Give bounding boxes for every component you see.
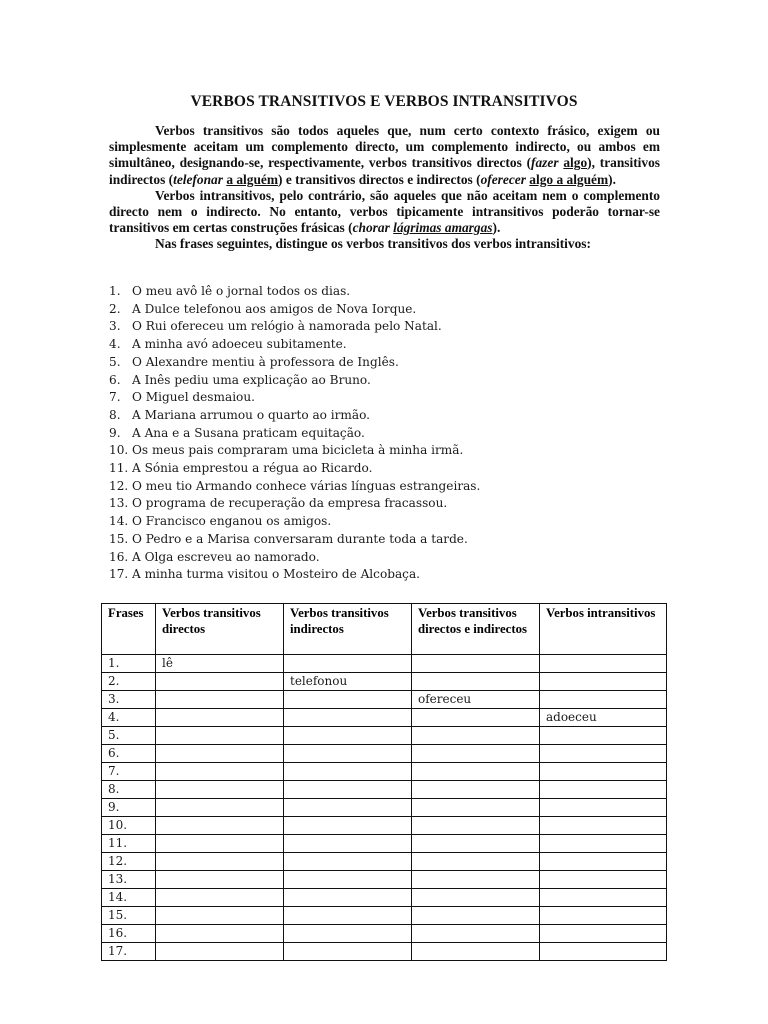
- answer-cell[interactable]: [412, 907, 540, 925]
- sentence-number: 17.: [109, 567, 129, 582]
- sentence-number-cell: 7.: [102, 763, 156, 781]
- sentence-number-cell: 6.: [102, 745, 156, 763]
- answer-cell[interactable]: [284, 691, 412, 709]
- sentence-list: [109, 283, 669, 584]
- answer-cell[interactable]: [540, 907, 667, 925]
- answer-cell[interactable]: [284, 943, 412, 961]
- list-item: [109, 318, 669, 336]
- intro-text-segment: ), transitivos indirectos (: [109, 155, 660, 187]
- answer-cell[interactable]: [284, 727, 412, 745]
- list-item: [109, 460, 669, 478]
- sentence-text: O Alexandre mentiu à professora de Inglês.: [132, 354, 399, 369]
- list-item: [109, 336, 669, 354]
- table-row: [102, 925, 667, 943]
- sentence-text: A Inês pediu uma explicação ao Bruno.: [132, 372, 371, 387]
- sentence-text: O Francisco enganou os amigos.: [132, 514, 332, 529]
- intro-text-segment: ).: [492, 220, 501, 236]
- table-row: [102, 655, 667, 673]
- sentence-number-cell: 12.: [102, 853, 156, 871]
- sentence-number: 13.: [109, 496, 129, 511]
- intro-paragraph-transitive: [109, 123, 660, 188]
- example-verb: chorar: [352, 220, 390, 236]
- answer-cell[interactable]: [412, 763, 540, 781]
- sentence-number: 2.: [109, 301, 121, 316]
- sentence-number: 14.: [109, 514, 129, 529]
- sentence-number: 1.: [109, 284, 121, 298]
- answer-cell[interactable]: [412, 799, 540, 817]
- answer-cell[interactable]: [156, 889, 284, 907]
- answer-cell[interactable]: [412, 727, 540, 745]
- exercise-instruction: Nas frases seguintes, distingue os verbos transitivos dos verbos intransitivos:: [155, 236, 591, 252]
- sentence-text: A minha turma visitou o Mosteiro de Alcobaça.: [132, 567, 421, 582]
- example-complement: a alguém: [226, 171, 279, 187]
- table-row: [102, 727, 667, 745]
- sentence-text: O Miguel desmaiou.: [132, 390, 255, 405]
- answer-cell[interactable]: [284, 853, 412, 871]
- answer-cell[interactable]: [540, 889, 667, 907]
- example-verb: oferecer: [480, 171, 526, 187]
- sentence-number-cell: 15.: [102, 907, 156, 925]
- sentence-text: O Pedro e a Marisa conversaram durante toda a tarde.: [132, 531, 468, 546]
- sentence-number: 9.: [109, 425, 121, 440]
- answer-cell[interactable]: [540, 871, 667, 889]
- list-item: [109, 566, 669, 584]
- sentence-text: O meu tio Armando conhece várias línguas estrangeiras.: [132, 478, 481, 493]
- answer-cell[interactable]: [284, 781, 412, 799]
- answer-cell[interactable]: [412, 817, 540, 835]
- sentence-number-cell: 2.: [102, 673, 156, 691]
- table-row: [102, 673, 667, 691]
- example-complement-text: lágrimas amargas: [393, 220, 493, 236]
- intro-text-segment: Verbos intransitivos, pelo contrário, são aqueles que não aceitam nem o complemento directo nem o indirecto. No entanto, verbos tipicamente intransitivos poderão tornar-se transitivos em certas construções frásicas (: [109, 187, 660, 236]
- intro-text-segment: Verbos transitivos são todos aqueles que, num certo contexto frásico, exigem ou simplesmente aceitam um complemento directo, um complemento indirecto, ou ambos em simultâneo, designando-se, respectivamente, verbos transitivos directos (: [109, 123, 660, 171]
- answer-cell[interactable]: [156, 673, 284, 691]
- answer-cell[interactable]: lê: [156, 655, 284, 673]
- sentence-number: 12.: [109, 478, 129, 493]
- answer-cell[interactable]: [156, 871, 284, 889]
- example-complement: algo: [563, 155, 588, 171]
- sentence-text: A Ana e a Susana praticam equitação.: [132, 425, 365, 440]
- intro-paragraph-intransitive: [109, 188, 660, 237]
- answer-cell[interactable]: [540, 835, 667, 853]
- answer-cell[interactable]: [156, 853, 284, 871]
- sentence-number-cell: 9.: [102, 799, 156, 817]
- answer-cell[interactable]: [284, 799, 412, 817]
- answer-cell[interactable]: [284, 907, 412, 925]
- list-item: [109, 531, 669, 549]
- intro-text-segment: ) e transitivos directos e indirectos (: [278, 171, 481, 187]
- answer-cell[interactable]: [412, 745, 540, 763]
- sentence-number-cell: 5.: [102, 727, 156, 745]
- answer-cell[interactable]: [540, 655, 667, 673]
- answer-cell[interactable]: [284, 871, 412, 889]
- list-item: [109, 495, 669, 513]
- column-header: Verbos transitivos indirectos: [284, 604, 412, 655]
- classification-table: [101, 603, 667, 961]
- answer-cell[interactable]: [412, 853, 540, 871]
- sentence-text: A Dulce telefonou aos amigos de Nova Iorque.: [132, 301, 417, 316]
- answer-cell[interactable]: [540, 781, 667, 799]
- list-item: [109, 478, 669, 496]
- sentence-text: A Olga escreveu ao namorado.: [132, 549, 320, 564]
- table-row: [102, 763, 667, 781]
- page-title: VERBOS TRANSITIVOS E VERBOS INTRANSITIVOS: [190, 93, 578, 110]
- answer-cell[interactable]: [540, 817, 667, 835]
- list-item: [109, 354, 669, 372]
- table-row: [102, 889, 667, 907]
- answer-cell[interactable]: [540, 799, 667, 817]
- list-item: [109, 407, 669, 425]
- sentence-number: 6.: [109, 372, 121, 387]
- sentence-number-cell: 14.: [102, 889, 156, 907]
- answer-cell[interactable]: [156, 763, 284, 781]
- answer-cell[interactable]: [540, 925, 667, 943]
- answer-cell[interactable]: [412, 871, 540, 889]
- sentence-number-cell: 3.: [102, 691, 156, 709]
- answer-cell[interactable]: [412, 709, 540, 727]
- answer-cell[interactable]: [412, 835, 540, 853]
- sentence-number: 7.: [109, 390, 121, 405]
- answer-cell[interactable]: [412, 781, 540, 799]
- sentence-text: A Mariana arrumou o quarto ao irmão.: [132, 407, 371, 422]
- sentence-text: O programa de recuperação da empresa fracassou.: [132, 496, 448, 511]
- sentence-text: O meu avô lê o jornal todos os dias.: [132, 284, 351, 298]
- table-row: [102, 835, 667, 853]
- list-item: [109, 425, 669, 443]
- sentence-text: O Rui ofereceu um relógio à namorada pelo Natal.: [132, 319, 442, 334]
- sentence-number: 15.: [109, 531, 129, 546]
- answer-cell[interactable]: [412, 655, 540, 673]
- answer-cell[interactable]: [156, 943, 284, 961]
- list-item: [109, 389, 669, 407]
- answer-cell[interactable]: [412, 889, 540, 907]
- table-row: [102, 907, 667, 925]
- answer-cell[interactable]: [284, 745, 412, 763]
- answer-cell[interactable]: ofereceu: [412, 691, 540, 709]
- intro-text-segment: ).: [608, 171, 616, 187]
- answer-cell[interactable]: [540, 763, 667, 781]
- example-verb: telefonar: [173, 171, 223, 187]
- table-row: [102, 853, 667, 871]
- sentence-number-cell: 16.: [102, 925, 156, 943]
- sentence-number: 3.: [109, 319, 121, 334]
- list-item: [109, 549, 669, 567]
- answer-cell[interactable]: [156, 709, 284, 727]
- sentence-number-cell: 10.: [102, 817, 156, 835]
- example-complement: algo a alguém: [529, 171, 609, 187]
- table-row: [102, 691, 667, 709]
- sentence-number-cell: 1.: [102, 655, 156, 673]
- sentence-number-cell: 11.: [102, 835, 156, 853]
- column-header: Verbos intransitivos: [540, 604, 667, 655]
- answer-cell[interactable]: [540, 943, 667, 961]
- answer-cell[interactable]: [284, 925, 412, 943]
- list-item: [109, 283, 669, 301]
- answer-cell[interactable]: [412, 925, 540, 943]
- answer-cell[interactable]: [156, 691, 284, 709]
- column-header: Verbos transitivos directos: [156, 604, 284, 655]
- column-header: Verbos transitivos directos e indirectos: [412, 604, 540, 655]
- table-row: [102, 709, 667, 727]
- sentence-number-cell: 13.: [102, 871, 156, 889]
- answer-cell[interactable]: [284, 889, 412, 907]
- list-item: [109, 372, 669, 390]
- intro-text: [109, 123, 660, 253]
- answer-cell[interactable]: [156, 727, 284, 745]
- table-row: [102, 871, 667, 889]
- column-header: Frases: [102, 604, 156, 655]
- answer-cell[interactable]: [540, 853, 667, 871]
- answer-cell[interactable]: [540, 745, 667, 763]
- answer-cell[interactable]: [540, 727, 667, 745]
- table-header-row: [102, 604, 667, 655]
- sentence-text: A Sónia emprestou a régua ao Ricardo.: [132, 461, 373, 476]
- answer-cell[interactable]: [156, 799, 284, 817]
- answer-cell[interactable]: [156, 745, 284, 763]
- answer-cell[interactable]: adoeceu: [540, 709, 667, 727]
- answer-cell[interactable]: [284, 817, 412, 835]
- answer-cell[interactable]: [156, 781, 284, 799]
- answer-cell[interactable]: [156, 907, 284, 925]
- sentence-number: 10.: [109, 443, 129, 458]
- answer-cell[interactable]: [412, 943, 540, 961]
- sentence-number: 16.: [109, 549, 129, 564]
- list-item: [109, 513, 669, 531]
- table-row: [102, 799, 667, 817]
- answer-cell[interactable]: [540, 691, 667, 709]
- answer-cell[interactable]: [156, 925, 284, 943]
- sentence-text: Os meus pais compraram uma bicicleta à minha irmã.: [132, 443, 464, 458]
- sentence-number: 8.: [109, 407, 121, 422]
- table-row: [102, 745, 667, 763]
- answer-cell[interactable]: [284, 763, 412, 781]
- sentence-number: 5.: [109, 354, 121, 369]
- sentence-number: 4.: [109, 337, 121, 352]
- answer-cell[interactable]: [156, 817, 284, 835]
- answer-cell[interactable]: [284, 655, 412, 673]
- answer-cell[interactable]: telefonou: [284, 673, 412, 691]
- answer-cell[interactable]: [156, 835, 284, 853]
- sentence-number-cell: 8.: [102, 781, 156, 799]
- list-item: [109, 442, 669, 460]
- sentence-number-cell: 4.: [102, 709, 156, 727]
- answer-cell[interactable]: [284, 835, 412, 853]
- sentence-number: 11.: [109, 461, 129, 476]
- answer-cell[interactable]: [412, 673, 540, 691]
- table-body: [102, 655, 667, 961]
- table-row: [102, 943, 667, 961]
- answer-cell[interactable]: [540, 673, 667, 691]
- sentence-number-cell: 17.: [102, 943, 156, 961]
- answer-cell[interactable]: [284, 709, 412, 727]
- sentence-text: A minha avó adoeceu subitamente.: [132, 337, 347, 352]
- example-verb: fazer: [531, 155, 559, 171]
- list-item: [109, 301, 669, 319]
- example-complement: [393, 220, 492, 235]
- table-row: [102, 817, 667, 835]
- table-row: [102, 781, 667, 799]
